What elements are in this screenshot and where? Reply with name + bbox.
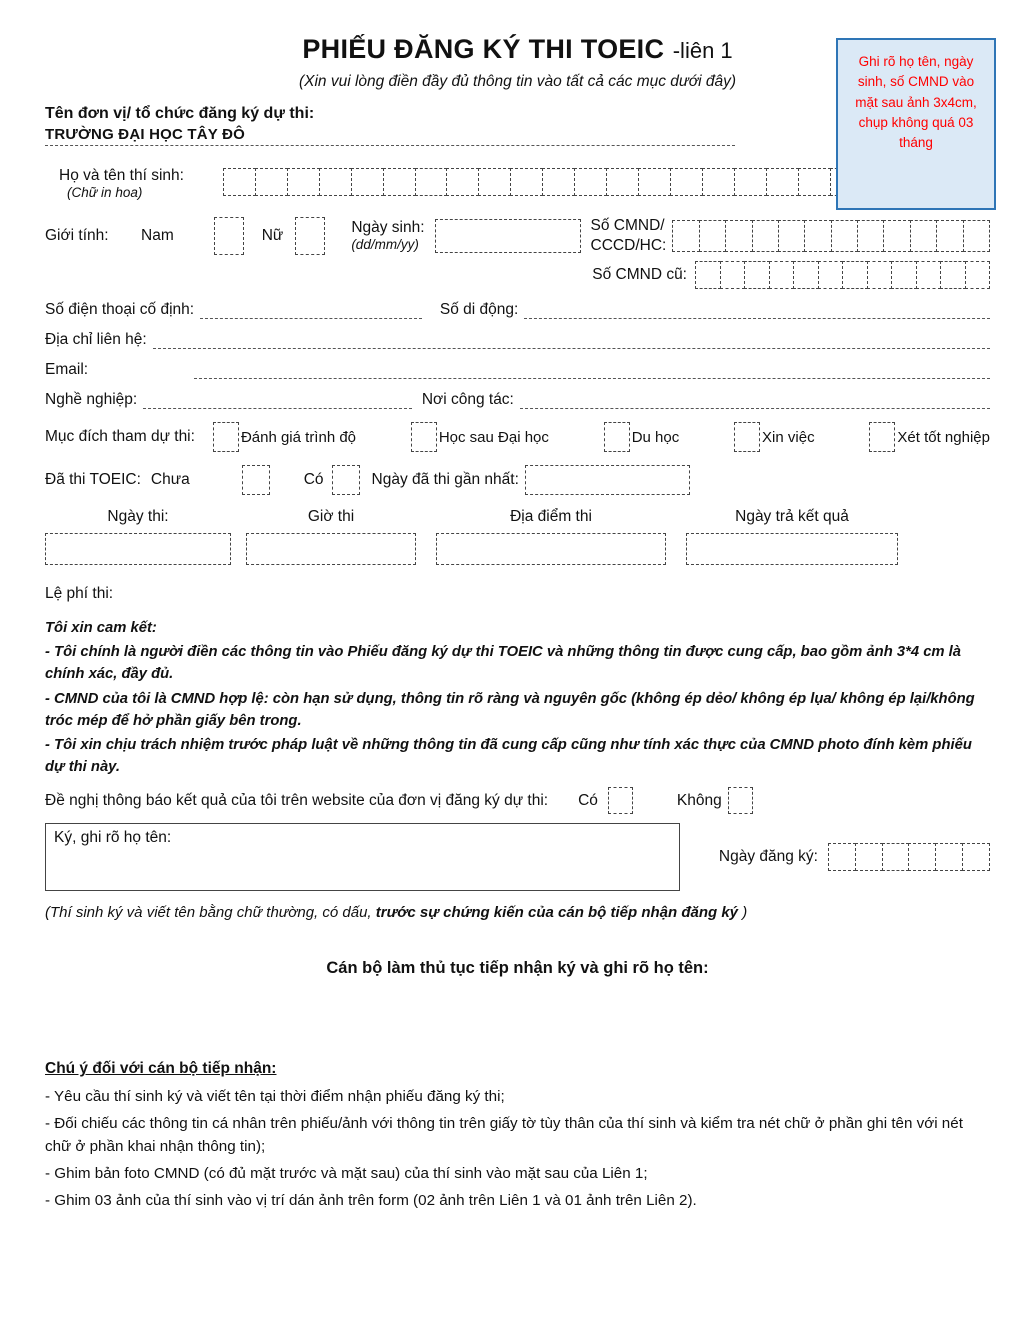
char-cell[interactable] xyxy=(699,220,726,252)
exam-result-date-header: Ngày trả kết quả xyxy=(735,508,849,525)
char-cell[interactable] xyxy=(702,168,735,196)
address-input[interactable] xyxy=(153,330,990,349)
workplace-label: Nơi công tác: xyxy=(421,391,514,408)
male-label: Nam xyxy=(141,226,174,244)
signature-note-normal: (Thí sinh ký và viết tên bằng chữ thường, có dấu, xyxy=(45,904,376,922)
id-label-block xyxy=(591,216,667,255)
char-cell[interactable] xyxy=(908,843,936,871)
purpose-option-graduation xyxy=(869,422,990,452)
char-cell[interactable] xyxy=(287,168,320,196)
last-date-label: Ngày đã thi gần nhất: xyxy=(371,471,519,488)
char-cell[interactable] xyxy=(672,220,699,252)
job-input[interactable] xyxy=(143,390,412,409)
exam-location-header: Địa điểm thi xyxy=(510,508,592,525)
registration-date-label: Ngày đăng ký: xyxy=(718,848,818,866)
purpose-options xyxy=(213,422,990,452)
photo-instruction-box xyxy=(836,38,996,210)
org-label: Tên đơn vị/ tổ chức đăng ký dự thi: xyxy=(45,105,315,122)
purpose-option-assess xyxy=(213,422,356,452)
purpose-graduation-checkbox[interactable] xyxy=(869,422,895,452)
char-cell[interactable] xyxy=(638,168,671,196)
officer-notes-title: Chú ý đối với cán bộ tiếp nhận: xyxy=(45,1060,277,1078)
char-cell[interactable] xyxy=(351,168,384,196)
taken-label: Đã thi TOEIC: xyxy=(45,471,141,488)
taken-yes-label: Có xyxy=(303,471,324,488)
char-cell[interactable] xyxy=(916,261,942,289)
purpose-study-abroad-checkbox[interactable] xyxy=(604,422,630,452)
female-checkbox[interactable] xyxy=(295,217,325,255)
char-cell[interactable] xyxy=(793,261,819,289)
char-cell[interactable] xyxy=(510,168,543,196)
id-label-line1: Số CMND/ xyxy=(590,217,665,235)
landline-input[interactable] xyxy=(200,300,422,319)
signature-note-end: ) xyxy=(738,904,748,922)
exam-time-header: Giờ thi xyxy=(307,508,355,525)
notify-label: Đề nghị thông báo kết quả của tôi trên website của đơn vị đăng ký dự thi: xyxy=(45,791,549,809)
char-cell[interactable] xyxy=(855,843,883,871)
field-row-gender-dob-id xyxy=(45,216,990,255)
char-cell[interactable] xyxy=(882,843,910,871)
commitment-item-1: - Tôi chính là người điền các thông tin vào Phiếu đăng ký dự thi TOEIC và những thông tin được cung cấp, bao gồm ảnh 3*4 cm là chính xác, đầy đủ. xyxy=(45,644,962,683)
email-input[interactable] xyxy=(194,360,990,379)
char-cell[interactable] xyxy=(734,168,767,196)
id-label-line2: CCCD/HC: xyxy=(590,236,667,254)
char-cell[interactable] xyxy=(720,261,746,289)
notify-no-checkbox[interactable] xyxy=(728,787,753,814)
page-subtitle: (Xin vui lòng điền đầy đủ thông tin vào tất cả các mục dưới đây) xyxy=(298,73,737,90)
purpose-postgrad-label: Học sau Đại học xyxy=(438,428,549,446)
name-label-block xyxy=(45,166,223,202)
landline-label: Số điện thoại cố định: xyxy=(45,301,195,318)
char-cell[interactable] xyxy=(542,168,575,196)
signature-box-label: Ký, ghi rõ họ tên: xyxy=(54,829,172,847)
char-cell[interactable] xyxy=(383,168,416,196)
purpose-assess-checkbox[interactable] xyxy=(213,422,239,452)
char-cell[interactable] xyxy=(857,220,884,252)
last-date-input[interactable] xyxy=(525,465,690,495)
char-cell[interactable] xyxy=(766,168,799,196)
exam-col-time xyxy=(246,508,416,565)
char-cell[interactable] xyxy=(867,261,893,289)
exam-date-input[interactable] xyxy=(45,533,231,565)
officer-heading: Cán bộ làm thủ tục tiếp nhận ký và ghi rõ họ tên: xyxy=(326,959,709,978)
char-cell[interactable] xyxy=(965,261,991,289)
char-cell[interactable] xyxy=(670,168,703,196)
char-cell[interactable] xyxy=(963,220,990,252)
dob-label: Ngày sinh: xyxy=(351,218,425,236)
char-cell[interactable] xyxy=(778,220,805,252)
officer-note-1: - Yêu cầu thí sinh ký và viết tên tại thời điểm nhận phiếu đăng ký thi; xyxy=(45,1088,505,1106)
field-row-notify xyxy=(45,787,990,814)
purpose-label: Mục đích tham dự thi: xyxy=(45,428,195,445)
fee-label: Lệ phí thi: xyxy=(45,585,114,602)
exam-time-input[interactable] xyxy=(246,533,416,565)
blank-space xyxy=(45,978,990,1060)
char-cell[interactable] xyxy=(725,220,752,252)
male-checkbox[interactable] xyxy=(214,217,244,255)
char-cell[interactable] xyxy=(828,843,856,871)
char-cell[interactable] xyxy=(255,168,288,196)
purpose-option-postgrad xyxy=(411,422,549,452)
signature-box[interactable] xyxy=(45,823,680,891)
char-cell[interactable] xyxy=(319,168,352,196)
photo-instruction-text: Ghi rõ họ tên, ngày sinh, số CMND vào mặt sau ảnh 3x4cm, chụp không quá 03 tháng xyxy=(855,54,977,150)
officer-note-2: - Đối chiếu các thông tin cá nhân trên phiếu/ảnh với thông tin trên giấy tờ tùy thân của thí sinh và kiểm tra nét chữ ở phần ghi tên với nét chữ ở phần khai nhận thông tin); xyxy=(45,1115,963,1155)
dob-format: (dd/mm/yy) xyxy=(351,236,419,252)
field-row-email xyxy=(45,360,990,379)
field-row-address xyxy=(45,330,990,349)
workplace-input[interactable] xyxy=(520,390,990,409)
dob-input[interactable] xyxy=(435,219,581,253)
page-title: PHIẾU ĐĂNG KÝ THI TOEIC xyxy=(302,34,665,64)
commitment-item-3: - Tôi xin chịu trách nhiệm trước pháp luật về những thông tin đã cung cấp cũng như tính xác thực của CMND photo đính kèm phiếu dự thi này. xyxy=(45,736,972,776)
field-row-old-id xyxy=(45,261,990,289)
org-value-field[interactable]: TRƯỜNG ĐẠI HỌC TÂY ĐÔ xyxy=(45,123,735,146)
purpose-option-study-abroad xyxy=(604,422,680,452)
taken-no-label: Chưa xyxy=(150,471,190,488)
dob-label-block xyxy=(351,218,424,254)
char-cell[interactable] xyxy=(415,168,448,196)
job-label: Nghề nghiệp: xyxy=(45,391,138,408)
notify-yes-label: Có xyxy=(578,791,598,809)
commitment-section xyxy=(45,617,990,778)
notify-yes-checkbox[interactable] xyxy=(608,787,633,814)
exam-location-input[interactable] xyxy=(436,533,666,565)
officer-note-4: - Ghim 03 ảnh của thí sinh vào vị trí dán ảnh trên form (02 ảnh trên Liên 1 và 01 ảnh trên Liên 2). xyxy=(45,1191,697,1209)
field-row-taken xyxy=(45,465,990,495)
gender-label: Giới tính: xyxy=(45,226,109,244)
signature-note-bold: trước sự chứng kiến của cán bộ tiếp nhận đăng ký xyxy=(375,904,739,922)
exam-date-header: Ngày thi: xyxy=(107,508,169,525)
female-label: Nữ xyxy=(261,226,284,244)
signature-note xyxy=(45,904,990,921)
officer-notes-section xyxy=(45,1060,990,1212)
char-cell[interactable] xyxy=(910,220,937,252)
notify-no-label: Không xyxy=(676,791,722,809)
exam-result-date-input[interactable] xyxy=(686,533,898,565)
name-label: Họ và tên thí sinh: xyxy=(59,167,184,184)
name-note: (Chữ in hoa) xyxy=(67,185,143,201)
mobile-input[interactable] xyxy=(524,300,990,319)
registration-date-group xyxy=(719,843,990,871)
char-cell[interactable] xyxy=(818,261,844,289)
char-cell[interactable] xyxy=(752,220,779,252)
id-input-cells[interactable] xyxy=(672,220,990,252)
old-id-input-cells[interactable] xyxy=(695,261,990,289)
page-title-suffix: -liên 1 xyxy=(672,38,733,63)
purpose-study-abroad-label: Du học xyxy=(631,428,680,446)
char-cell[interactable] xyxy=(936,220,963,252)
char-cell[interactable] xyxy=(606,168,639,196)
commitment-item-2: - CMND của tôi là CMND hợp lệ: còn hạn sử dụng, thông tin rõ ràng và nguyên gốc (không ép dẻo/ không ép lụa/ không ép lại/không tróc mép để hở phần giấy bên trong. xyxy=(45,690,975,729)
registration-date-cells[interactable] xyxy=(828,843,990,871)
char-cell[interactable] xyxy=(744,261,770,289)
purpose-job-checkbox[interactable] xyxy=(734,422,760,452)
taken-yes-checkbox[interactable] xyxy=(332,465,360,495)
char-cell[interactable] xyxy=(574,168,607,196)
signature-row xyxy=(45,823,990,891)
char-cell[interactable] xyxy=(883,220,910,252)
char-cell[interactable] xyxy=(940,261,966,289)
char-cell[interactable] xyxy=(962,843,990,871)
char-cell[interactable] xyxy=(842,261,868,289)
purpose-option-job xyxy=(734,422,815,452)
old-id-label: Số CMND cũ: xyxy=(592,266,687,283)
exam-col-location xyxy=(436,508,666,565)
field-row-phone xyxy=(45,300,990,319)
char-cell[interactable] xyxy=(798,168,831,196)
char-cell[interactable] xyxy=(891,261,917,289)
taken-no-checkbox[interactable] xyxy=(242,465,270,495)
char-cell[interactable] xyxy=(804,220,831,252)
purpose-graduation-label: Xét tốt nghiệp xyxy=(897,428,990,446)
exam-table xyxy=(45,508,990,565)
char-cell[interactable] xyxy=(769,261,795,289)
char-cell[interactable] xyxy=(478,168,511,196)
field-row-job xyxy=(45,390,990,409)
mobile-label: Số di động: xyxy=(439,301,519,318)
exam-col-result-date xyxy=(686,508,898,565)
field-row-purpose xyxy=(45,422,990,452)
commitment-title: Tôi xin cam kết: xyxy=(45,620,157,636)
char-cell[interactable] xyxy=(223,168,256,196)
purpose-assess-label: Đánh giá trình độ xyxy=(240,428,357,446)
purpose-postgrad-checkbox[interactable] xyxy=(411,422,437,452)
char-cell[interactable] xyxy=(831,220,858,252)
exam-col-date xyxy=(45,508,231,565)
purpose-job-label: Xin việc xyxy=(762,428,815,446)
char-cell[interactable] xyxy=(446,168,479,196)
email-label: Email: xyxy=(45,361,89,378)
address-label: Địa chỉ liên hệ: xyxy=(45,331,147,348)
char-cell[interactable] xyxy=(935,843,963,871)
officer-note-3: - Ghim bản foto CMND (có đủ mặt trước và mặt sau) của thí sinh vào mặt sau của Liên 1; xyxy=(45,1164,648,1182)
char-cell[interactable] xyxy=(695,261,721,289)
